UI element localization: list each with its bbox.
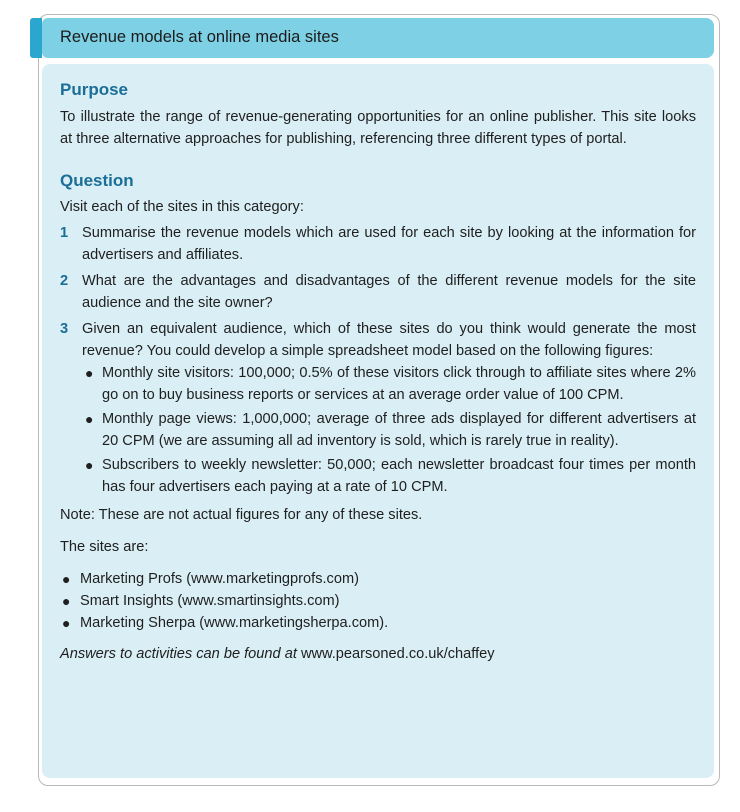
bullet-icon: ● — [85, 411, 94, 427]
question-heading: Question — [60, 171, 134, 190]
figure-text: Monthly page views: 1,000,000; average of three ads displayed for different advertisers at 20 CPM (we are assuming all ad inventory is sold, which is rarely true in reality). — [102, 411, 696, 449]
question-text: What are the advantages and disadvantages of the different revenue models for the site audience and the site owner? — [82, 273, 696, 311]
question-text: Summarise the revenue models which are used for each site by looking at the information for advertisers and affiliates. — [82, 225, 696, 263]
site-item — [60, 612, 696, 634]
sites-intro: The sites are: — [60, 539, 149, 555]
question-number: 1 — [60, 225, 69, 241]
activity-panel — [42, 64, 714, 778]
purpose-text: To illustrate the range of revenue-generating opportunities for an online publisher. This site looks at three alternative approaches for publishing, referencing three different types of portal. — [60, 109, 696, 147]
bullet-icon: ● — [62, 593, 71, 609]
question-item-3 — [60, 318, 696, 498]
figure-item — [82, 362, 696, 406]
box-accent-tab — [30, 18, 42, 58]
question-number: 3 — [60, 321, 69, 337]
figures-list — [82, 362, 696, 498]
bullet-icon: ● — [62, 571, 71, 587]
figure-text: Subscribers to weekly newsletter: 50,000; each newsletter broadcast four times per month has four advertisers each paying at a rate of 10 CPM. — [102, 457, 696, 495]
site-text: Marketing Sherpa (www.marketingsherpa.com). — [80, 615, 389, 631]
bullet-icon: ● — [85, 365, 94, 381]
answers-link[interactable]: www.pearsoned.co.uk/chaffey — [300, 646, 495, 662]
activity-title: Revenue models at online media sites — [60, 28, 339, 46]
note-text: Note: These are not actual figures for any of these sites. — [60, 507, 423, 523]
question-text: Given an equivalent audience, which of these sites do you think would generate the most revenue? You could develop a simple spreadsheet model based on the following figures: — [82, 321, 696, 359]
bullet-icon: ● — [85, 457, 94, 473]
question-number: 2 — [60, 273, 69, 289]
question-item-2 — [60, 270, 696, 314]
site-text: Marketing Profs (www.marketingprofs.com) — [80, 571, 359, 587]
site-item — [60, 590, 696, 612]
figure-text: Monthly site visitors: 100,000; 0.5% of these visitors click through to affiliate sites where 2% go on to buy business reports or services at an average order value of 100 CPM. — [102, 365, 696, 403]
purpose-heading: Purpose — [60, 80, 129, 99]
site-item — [60, 568, 696, 590]
answers-italic: Answers to activities can be found at — [60, 646, 297, 662]
question-list — [60, 222, 696, 498]
answers-line — [60, 643, 696, 665]
sites-list — [60, 568, 696, 634]
question-intro: Visit each of the sites in this category: — [60, 199, 304, 215]
figure-item — [82, 454, 696, 498]
site-text: Smart Insights (www.smartinsights.com) — [80, 593, 340, 609]
activity-header — [42, 18, 714, 58]
figure-item — [82, 408, 696, 452]
bullet-icon: ● — [62, 615, 71, 631]
question-item-1 — [60, 222, 696, 266]
